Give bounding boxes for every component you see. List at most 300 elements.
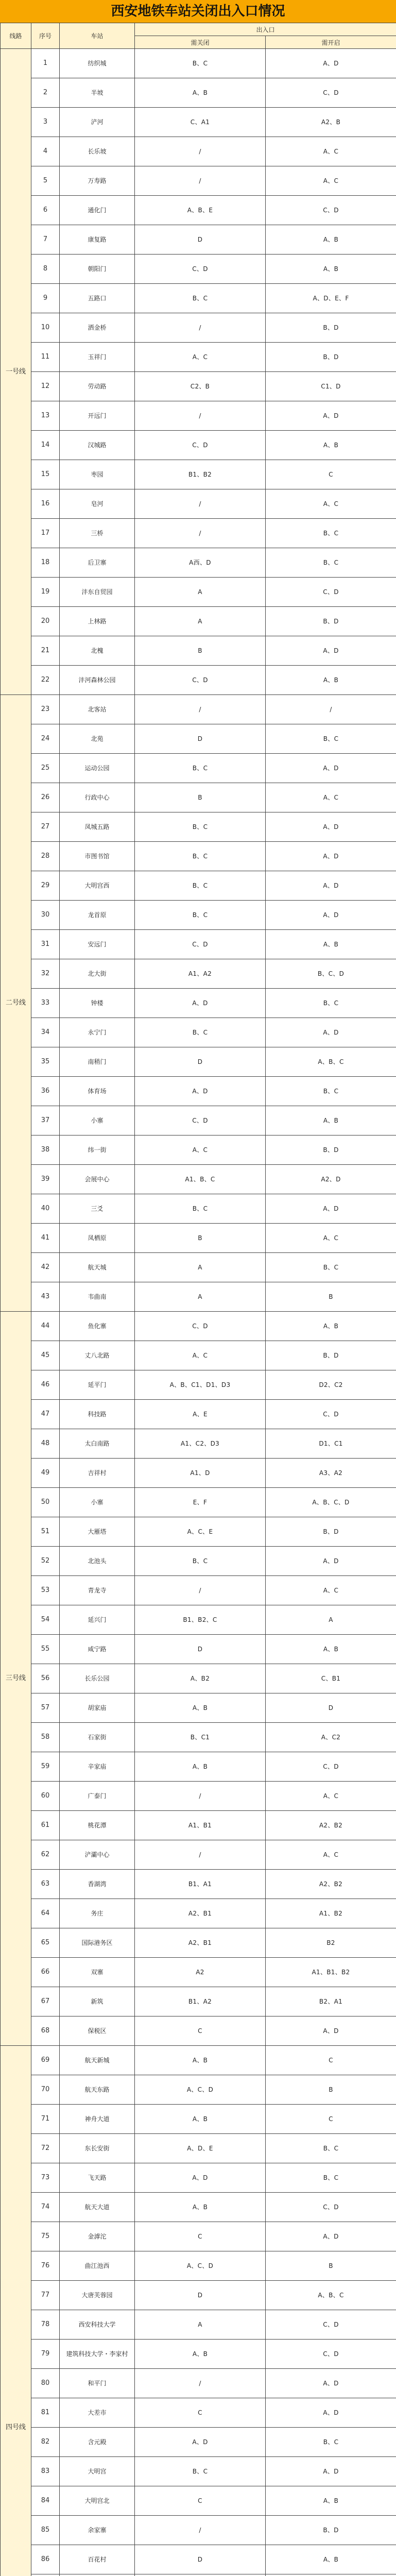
- station-name: 吉祥村: [60, 1459, 135, 1488]
- station-name: 西安科技大学: [60, 2310, 135, 2340]
- table-row: [1, 2251, 396, 2281]
- row-number: 25: [31, 754, 60, 783]
- table-row: [1, 1165, 396, 1194]
- table-row: [1, 196, 396, 225]
- row-number: 45: [31, 1341, 60, 1370]
- table-row: [1, 1517, 396, 1547]
- open-exits: C、D: [266, 2193, 396, 2222]
- table-row: [1, 2222, 396, 2251]
- row-number: 22: [31, 666, 60, 695]
- open-exits: A、C: [266, 166, 396, 196]
- station-name: 上林路: [60, 607, 135, 636]
- closed-exits: A1、A2: [135, 959, 266, 989]
- table-row: [1, 1253, 396, 1282]
- closed-exits: /: [135, 519, 266, 548]
- closed-exits: A: [135, 1282, 266, 1312]
- station-name: 体育场: [60, 1077, 135, 1106]
- open-exits: A、B: [266, 225, 396, 255]
- closed-exits: D: [135, 2545, 266, 2574]
- closed-exits: E、F: [135, 1488, 266, 1517]
- table-row: [1, 2163, 396, 2193]
- closed-exits: A、B: [135, 2105, 266, 2134]
- open-exits: B2、A1: [266, 1987, 396, 2016]
- station-name: 通化门: [60, 196, 135, 225]
- closed-exits: C: [135, 2486, 266, 2516]
- station-name: 朝阳门: [60, 255, 135, 284]
- closed-exits: A: [135, 607, 266, 636]
- open-exits: C1、D: [266, 372, 396, 401]
- row-number: 46: [31, 1370, 60, 1400]
- closed-exits: [135, 2574, 266, 2576]
- closed-exits: A、B: [135, 2046, 266, 2075]
- station-name: 凤栖原: [60, 1224, 135, 1253]
- row-number: 73: [31, 2163, 60, 2193]
- open-exits: C、D: [266, 1752, 396, 1782]
- table-row: [1, 1018, 396, 1047]
- table-row: [1, 284, 396, 313]
- open-exits: A、B: [266, 2486, 396, 2516]
- row-number: 12: [31, 372, 60, 401]
- open-exits: B、C: [266, 1253, 396, 1282]
- row-number: 69: [31, 2046, 60, 2075]
- station-name: 劳动路: [60, 372, 135, 401]
- station-name: 小寨: [60, 1106, 135, 1136]
- table-row: [1, 108, 396, 137]
- table-row: [1, 255, 396, 284]
- station-name: 咸宁路: [60, 1635, 135, 1664]
- closed-exits: C、D: [135, 255, 266, 284]
- open-exits: A: [266, 1605, 396, 1635]
- closed-exits: A、B: [135, 2340, 266, 2369]
- open-exits: A2、B2: [266, 1811, 396, 1840]
- open-exits: A、D: [266, 842, 396, 871]
- table-row: [1, 2134, 396, 2163]
- row-number: 24: [31, 724, 60, 754]
- station-name: 双寨: [60, 1958, 135, 1987]
- table-row: [1, 372, 396, 401]
- open-exits: A、D: [266, 401, 396, 431]
- station-name: 市图书馆: [60, 842, 135, 871]
- row-number: 49: [31, 1459, 60, 1488]
- station-name: 后卫寨: [60, 548, 135, 578]
- row-number: 61: [31, 1811, 60, 1840]
- closed-exits: C、D: [135, 1312, 266, 1341]
- open-exits: A2、D: [266, 1165, 396, 1194]
- closed-exits: /: [135, 1782, 266, 1811]
- table-row: [1, 2046, 396, 2075]
- closed-exits: A、C、D: [135, 2075, 266, 2105]
- row-number: 51: [31, 1517, 60, 1547]
- header-line: 线路: [1, 23, 31, 49]
- row-number: 3: [31, 108, 60, 137]
- station-name: 小寨: [60, 1488, 135, 1517]
- open-exits: C、D: [266, 2340, 396, 2369]
- row-number: 31: [31, 930, 60, 959]
- open-exits: A、C: [266, 1224, 396, 1253]
- station-name: 科技路: [60, 1400, 135, 1429]
- open-exits: A、B: [266, 666, 396, 695]
- table-row: [1, 1693, 396, 1723]
- closed-exits: D: [135, 225, 266, 255]
- closed-exits: D: [135, 1047, 266, 1077]
- open-exits: B、C、D: [266, 959, 396, 989]
- open-exits: A、D: [266, 2016, 396, 2046]
- row-number: 81: [31, 2398, 60, 2428]
- table-row: [1, 1400, 396, 1429]
- closed-exits: B、C: [135, 871, 266, 901]
- station-name: 皂河: [60, 489, 135, 519]
- closed-exits: A西、D: [135, 548, 266, 578]
- table-row: [1, 783, 396, 812]
- closed-exits: C2、B: [135, 372, 266, 401]
- station-name: 北池头: [60, 1547, 135, 1576]
- open-exits: C、D: [266, 2310, 396, 2340]
- row-number: 29: [31, 871, 60, 901]
- station-name: 神舟大道: [60, 2105, 135, 2134]
- station-name: 北苑: [60, 724, 135, 754]
- station-name: 鱼化寨: [60, 1312, 135, 1341]
- open-exits: A、B: [266, 930, 396, 959]
- row-number: 70: [31, 2075, 60, 2105]
- station-name: 延兴门: [60, 1605, 135, 1635]
- row-number: 55: [31, 1635, 60, 1664]
- closed-exits: A、B、E: [135, 196, 266, 225]
- closed-exits: A、D: [135, 2428, 266, 2457]
- row-number: 11: [31, 343, 60, 372]
- station-name: 安远门: [60, 930, 135, 959]
- table-row: [1, 1459, 396, 1488]
- closed-exits: B、C: [135, 842, 266, 871]
- station-name: 含元殿: [60, 2428, 135, 2457]
- row-number: 43: [31, 1282, 60, 1312]
- closed-exits: C、D: [135, 1106, 266, 1136]
- row-number: 23: [31, 695, 60, 724]
- row-number: 84: [31, 2486, 60, 2516]
- open-exits: A、D: [266, 2369, 396, 2398]
- row-number: 33: [31, 989, 60, 1018]
- station-name: 会展中心: [60, 1165, 135, 1194]
- table-row: [1, 724, 396, 754]
- table-row: [1, 1664, 396, 1693]
- table-row: [1, 871, 396, 901]
- table-row: [1, 2105, 396, 2134]
- row-number: 48: [31, 1429, 60, 1459]
- station-name: 石家街: [60, 1723, 135, 1752]
- row-number: 47: [31, 1400, 60, 1429]
- table-row: [1, 812, 396, 842]
- table-row: [1, 1928, 396, 1958]
- station-name: 五路口: [60, 284, 135, 313]
- station-name: 纬一街: [60, 1136, 135, 1165]
- closed-exits: D: [135, 1635, 266, 1664]
- row-number: 65: [31, 1928, 60, 1958]
- table-row: [1, 519, 396, 548]
- row-number: 52: [31, 1547, 60, 1576]
- open-exits: A、D、E、F: [266, 284, 396, 313]
- row-number: 77: [31, 2281, 60, 2310]
- station-name: 飞天路: [60, 2163, 135, 2193]
- open-exits: A2、B2: [266, 1870, 396, 1899]
- row-number: 63: [31, 1870, 60, 1899]
- exit-table: [0, 23, 396, 2576]
- closed-exits: A: [135, 578, 266, 607]
- open-exits: B、D: [266, 343, 396, 372]
- closed-exits: B: [135, 636, 266, 666]
- station-name: 航天东路: [60, 2075, 135, 2105]
- row-number: 19: [31, 578, 60, 607]
- row-number: 37: [31, 1106, 60, 1136]
- row-number: 21: [31, 636, 60, 666]
- station-name: 永宁门: [60, 1018, 135, 1047]
- open-exits: A、B: [266, 1106, 396, 1136]
- station-name: 大明宫: [60, 2457, 135, 2486]
- closed-exits: /: [135, 401, 266, 431]
- station-name: 辛家庙: [60, 1752, 135, 1782]
- station-name: 新筑: [60, 1987, 135, 2016]
- open-exits: B、C: [266, 1077, 396, 1106]
- row-number: 4: [31, 137, 60, 166]
- table-row: [1, 343, 396, 372]
- station-name: 航天城: [60, 1253, 135, 1282]
- station-name: 洒金桥: [60, 313, 135, 343]
- closed-exits: A2、B1: [135, 1928, 266, 1958]
- closed-exits: A、C、D: [135, 2251, 266, 2281]
- open-exits: A、C: [266, 1840, 396, 1870]
- open-exits: B2: [266, 1928, 396, 1958]
- closed-exits: A2、B1: [135, 1899, 266, 1928]
- table-row: [1, 636, 396, 666]
- closed-exits: B1、B2: [135, 460, 266, 489]
- open-exits: B、C: [266, 724, 396, 754]
- row-number: 2: [31, 78, 60, 108]
- station-name: 和平门: [60, 2369, 135, 2398]
- closed-exits: B: [135, 783, 266, 812]
- header-open: 需开启: [266, 36, 396, 49]
- open-exits: B、C: [266, 548, 396, 578]
- table-row: [1, 1987, 396, 2016]
- row-number: 80: [31, 2369, 60, 2398]
- table-row: [1, 1136, 396, 1165]
- table-row: [1, 1840, 396, 1870]
- row-number: 44: [31, 1312, 60, 1341]
- open-exits: B、C: [266, 2163, 396, 2193]
- station-name: 沣河森林公园: [60, 666, 135, 695]
- station-name: 浐灞中心: [60, 1840, 135, 1870]
- table-row: [1, 1576, 396, 1605]
- row-number: 50: [31, 1488, 60, 1517]
- row-number: 66: [31, 1958, 60, 1987]
- station-name: 玉祥门: [60, 343, 135, 372]
- station-name: 韦曲南: [60, 1282, 135, 1312]
- station-name: 枣园: [60, 460, 135, 489]
- open-exits: A、D: [266, 49, 396, 78]
- closed-exits: C、D: [135, 930, 266, 959]
- station-name: 北大街: [60, 959, 135, 989]
- station-name: 长乐公园: [60, 1664, 135, 1693]
- closed-exits: B、C: [135, 812, 266, 842]
- station-name: 三桥: [60, 519, 135, 548]
- station-name: 桃花潭: [60, 1811, 135, 1840]
- row-number: 75: [31, 2222, 60, 2251]
- open-exits: A、B: [266, 2545, 396, 2574]
- row-number: 56: [31, 1664, 60, 1693]
- station-name: 东长安街: [60, 2134, 135, 2163]
- table-row: [1, 2193, 396, 2222]
- row-number: 67: [31, 1987, 60, 2016]
- row-number: 79: [31, 2340, 60, 2369]
- station-name: 金滹沱: [60, 2222, 135, 2251]
- open-exits: A3、A2: [266, 1459, 396, 1488]
- table-row: [1, 2428, 396, 2457]
- station-name: [60, 2574, 135, 2576]
- table-row: [1, 842, 396, 871]
- open-exits: A、C2: [266, 1723, 396, 1752]
- station-name: 大唐芙蓉园: [60, 2281, 135, 2310]
- open-exits: A2、B: [266, 108, 396, 137]
- open-exits: A1、B2: [266, 1899, 396, 1928]
- station-name: 长乐坡: [60, 137, 135, 166]
- open-exits: A、D: [266, 812, 396, 842]
- open-exits: A、D: [266, 754, 396, 783]
- station-name: 万寿路: [60, 166, 135, 196]
- closed-exits: B、C: [135, 49, 266, 78]
- table-row: [1, 1077, 396, 1106]
- station-name: 纺织城: [60, 49, 135, 78]
- closed-exits: B、C: [135, 1018, 266, 1047]
- open-exits: C: [266, 2046, 396, 2075]
- table-row: [1, 695, 396, 724]
- closed-exits: /: [135, 1840, 266, 1870]
- table-row: [1, 1312, 396, 1341]
- station-name: 北槐: [60, 636, 135, 666]
- open-exits: A、D: [266, 871, 396, 901]
- row-number: 60: [31, 1782, 60, 1811]
- row-number: 35: [31, 1047, 60, 1077]
- open-exits: A、B: [266, 431, 396, 460]
- row-number: 14: [31, 431, 60, 460]
- open-exits: C、D: [266, 578, 396, 607]
- table-row: [1, 1958, 396, 1987]
- open-exits: B、D: [266, 1517, 396, 1547]
- closed-exits: C、D: [135, 431, 266, 460]
- open-exits: A、D: [266, 901, 396, 930]
- closed-exits: A、D: [135, 2163, 266, 2193]
- open-exits: B、D: [266, 2516, 396, 2545]
- row-number: 59: [31, 1752, 60, 1782]
- table-row: [1, 1047, 396, 1077]
- open-exits: C: [266, 460, 396, 489]
- open-exits: A、B: [266, 255, 396, 284]
- closed-exits: /: [135, 1576, 266, 1605]
- open-exits: A、C: [266, 783, 396, 812]
- station-name: 浐河: [60, 108, 135, 137]
- row-number: 82: [31, 2428, 60, 2457]
- row-number: 26: [31, 783, 60, 812]
- row-number: 57: [31, 1693, 60, 1723]
- row-number: 16: [31, 489, 60, 519]
- row-number: 34: [31, 1018, 60, 1047]
- table-row: [1, 666, 396, 695]
- closed-exits: B1、B2、C: [135, 1605, 266, 1635]
- closed-exits: /: [135, 695, 266, 724]
- closed-exits: A、C: [135, 1341, 266, 1370]
- row-number: 64: [31, 1899, 60, 1928]
- open-exits: A、D: [266, 636, 396, 666]
- row-number: 40: [31, 1194, 60, 1224]
- table-row: [1, 1899, 396, 1928]
- station-name: 青龙寺: [60, 1576, 135, 1605]
- table-row: [1, 548, 396, 578]
- table-row: [1, 1224, 396, 1253]
- row-number: 7: [31, 225, 60, 255]
- row-number: 68: [31, 2016, 60, 2046]
- open-exits: C、D: [266, 196, 396, 225]
- open-exits: A、D: [266, 2398, 396, 2428]
- table-row: [1, 2281, 396, 2310]
- open-exits: B、D: [266, 1136, 396, 1165]
- station-name: 龙首原: [60, 901, 135, 930]
- closed-exits: A、B: [135, 1752, 266, 1782]
- open-exits: B、D: [266, 1341, 396, 1370]
- closed-exits: A: [135, 2310, 266, 2340]
- closed-exits: A、D、E: [135, 2134, 266, 2163]
- open-exits: A、D: [266, 1547, 396, 1576]
- table-row: [1, 2369, 396, 2398]
- table-row: [1, 1194, 396, 1224]
- table-row: [1, 1429, 396, 1459]
- closed-exits: A1、D: [135, 1459, 266, 1488]
- station-name: 延平门: [60, 1370, 135, 1400]
- station-name: 半坡: [60, 78, 135, 108]
- header-exits: 出入口: [135, 23, 396, 36]
- closed-exits: B1、A1: [135, 1870, 266, 1899]
- table-row: [1, 1341, 396, 1370]
- station-name: 钟楼: [60, 989, 135, 1018]
- station-name: 百花村: [60, 2545, 135, 2574]
- open-exits: B: [266, 1282, 396, 1312]
- station-name: 开远门: [60, 401, 135, 431]
- open-exits: B、C: [266, 2134, 396, 2163]
- closed-exits: B、C: [135, 2457, 266, 2486]
- open-exits: A1、B1、B2: [266, 1958, 396, 1987]
- table-row: [1, 431, 396, 460]
- row-number: 20: [31, 607, 60, 636]
- table-row: [1, 1635, 396, 1664]
- station-name: 曲江池西: [60, 2251, 135, 2281]
- station-name: 三爻: [60, 1194, 135, 1224]
- closed-exits: A1、B1: [135, 1811, 266, 1840]
- closed-exits: /: [135, 313, 266, 343]
- closed-exits: C: [135, 2222, 266, 2251]
- station-name: 太白南路: [60, 1429, 135, 1459]
- table-row: [1, 1811, 396, 1840]
- table-row: [1, 401, 396, 431]
- open-exits: B: [266, 2251, 396, 2281]
- closed-exits: A、B: [135, 1693, 266, 1723]
- station-name: 大差市: [60, 2398, 135, 2428]
- closed-exits: A、C: [135, 343, 266, 372]
- table-row: [1, 225, 396, 255]
- row-number: 83: [31, 2457, 60, 2486]
- row-number: 76: [31, 2251, 60, 2281]
- station-name: 航天大道: [60, 2193, 135, 2222]
- station-name: 大雁塔: [60, 1517, 135, 1547]
- row-number: 85: [31, 2516, 60, 2545]
- row-number: 10: [31, 313, 60, 343]
- row-number: 41: [31, 1224, 60, 1253]
- table-row: [1, 1488, 396, 1517]
- row-number: 86: [31, 2545, 60, 2574]
